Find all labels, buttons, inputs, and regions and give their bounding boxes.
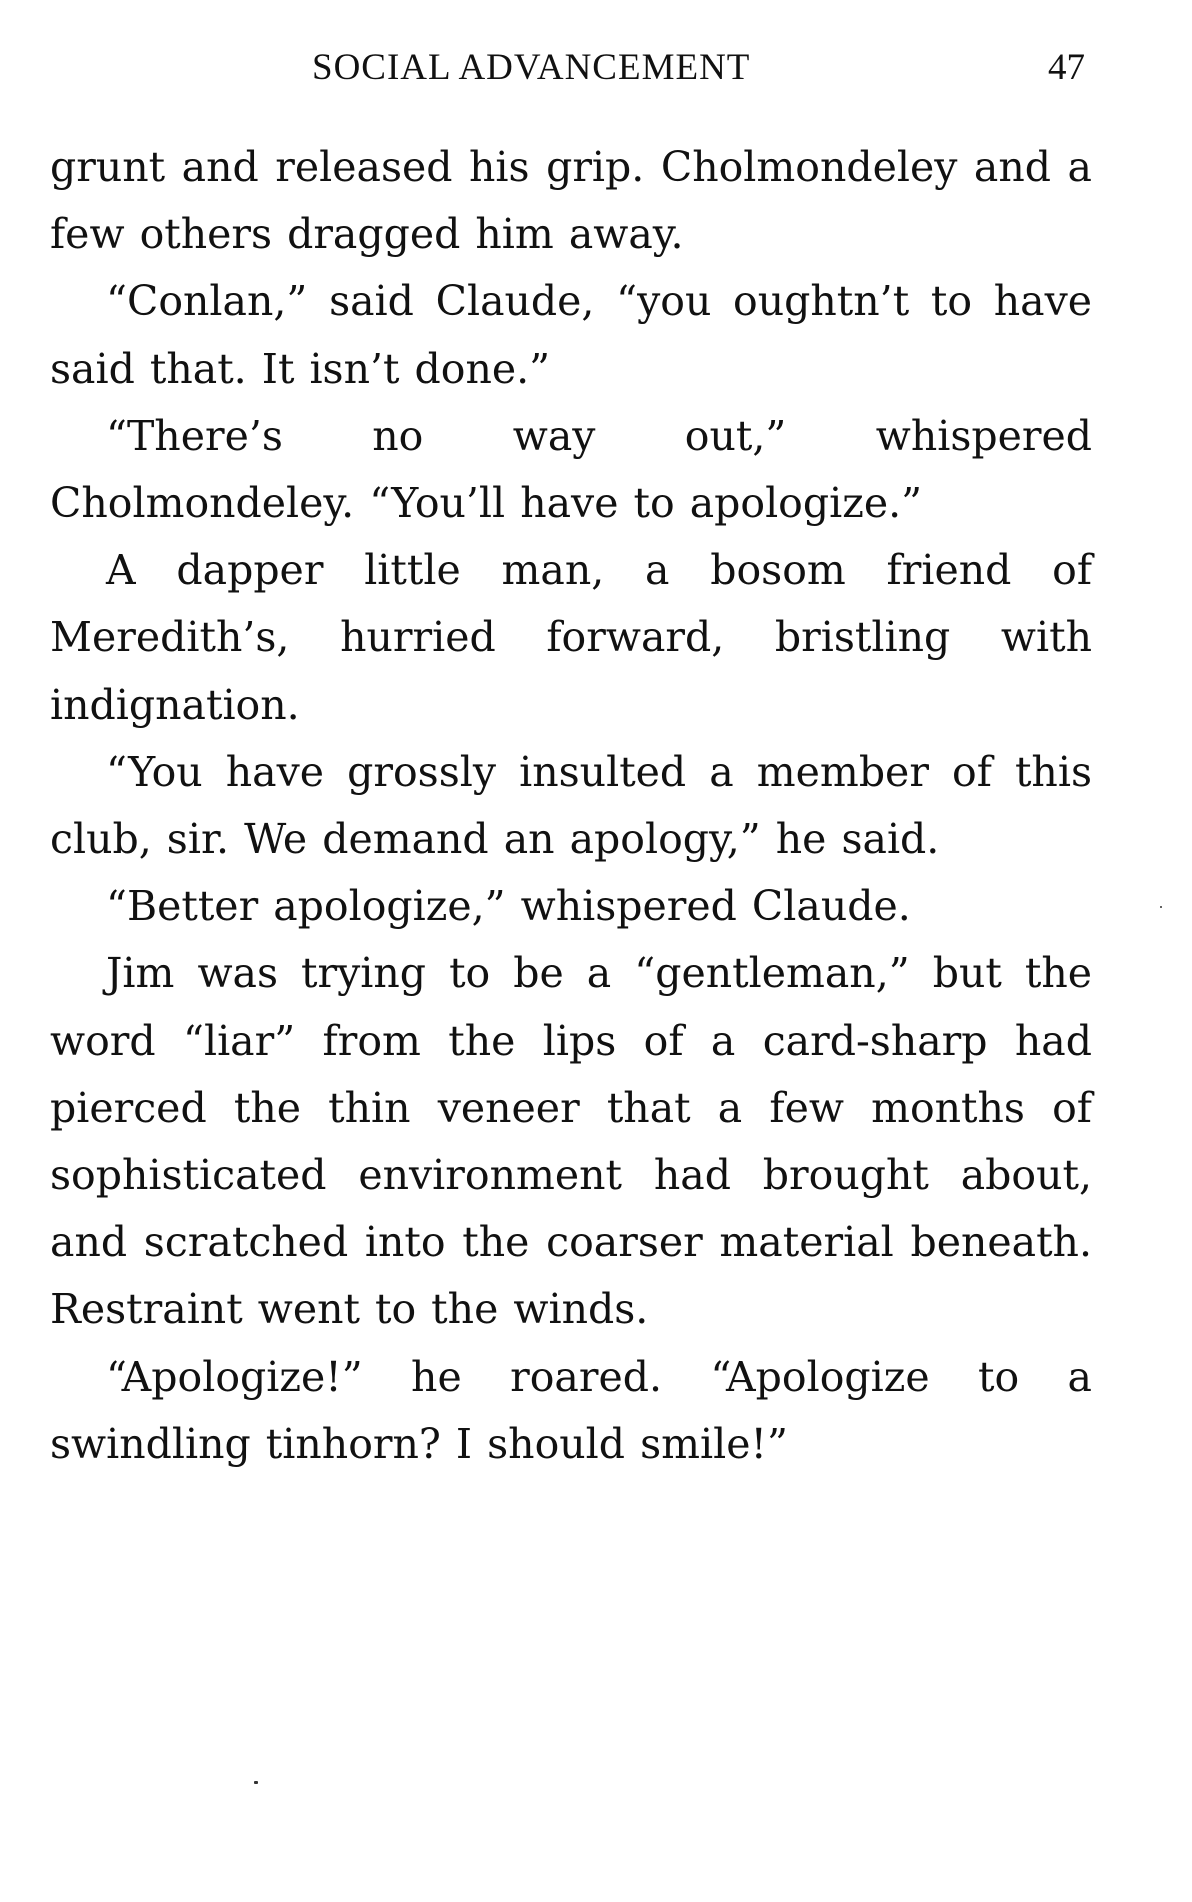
running-head bbox=[0, 40, 1192, 96]
page-number: 47 bbox=[1048, 47, 1085, 88]
print-speck bbox=[254, 1781, 258, 1784]
paragraph-continuation: grunt and released his grip. Cholmondeley and a few others dragged him away. bbox=[50, 143, 1092, 259]
paragraph-jim-roars: “Apologize!” he roared. “Apologize to a swindling tinhorn? I should smile!” bbox=[50, 1352, 1092, 1468]
body-text bbox=[50, 134, 1092, 1478]
paragraph-jim-gentleman: Jim was trying to be a “gentleman,” but the word “liar” from the lips of a card-sharp had pierced the thin veneer that a few months of sophisticated environment had brought about, and scratched into the coarser material beneath. Restraint went to the winds. bbox=[50, 949, 1092, 1334]
paragraph-claude-rebuke: “Conlan,” said Claude, “you oughtn’t to have said that. It isn’t done.” bbox=[50, 277, 1092, 393]
paragraph-cholmondeley-whisper: “There’s no way out,” whispered Cholmondeley. “You’ll have to apologize.” bbox=[50, 411, 1092, 528]
paragraph-better-apologize: “Better apologize,” whispered Claude. bbox=[106, 882, 911, 931]
paragraph-demand-apology: “You have grossly insulted a member of this club, sir. We demand an apology,” he said. bbox=[50, 747, 1092, 864]
paragraph-dapper-man: A dapper little man, a bosom friend of Meredith’s, hurried forward, bristling with indignation. bbox=[50, 546, 1092, 729]
running-title: SOCIAL ADVANCEMENT bbox=[312, 47, 751, 88]
print-speck bbox=[1160, 906, 1162, 908]
